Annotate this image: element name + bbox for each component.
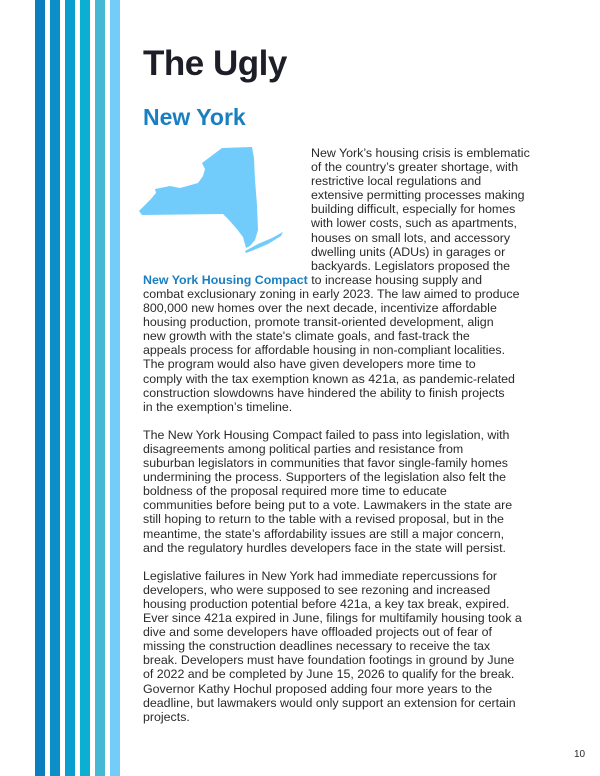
text-line: construction slowdowns have hindered the ability to finish projects bbox=[143, 385, 505, 400]
text-line: of the country’s greater shortage, with bbox=[311, 160, 519, 175]
page-number: 10 bbox=[574, 749, 586, 760]
text-line: with lower costs, such as apartments, bbox=[311, 216, 517, 231]
text-line: extensive permitting processes making bbox=[311, 188, 525, 203]
text-line: restrictive local regulations and bbox=[311, 174, 482, 189]
page-title: The Ugly bbox=[143, 44, 287, 83]
text-line: communities before being put to a vote. Lawmakers in the state are bbox=[143, 498, 513, 513]
text-line: undermining the process. Supporters of the legislation also felt the bbox=[143, 470, 506, 485]
text-line: still hoping to return to the table with a revised proposal, but in the bbox=[143, 512, 504, 527]
text-line: meantime, the state’s affordability issues are still a major concern, bbox=[143, 526, 505, 541]
text-line: building difficult, especially for homes bbox=[311, 202, 516, 217]
body-text bbox=[0, 146, 600, 724]
text-line: suburban legislators in communities that favor single-family homes bbox=[143, 456, 508, 471]
text-line: break. Developers must have foundation footings in ground by June bbox=[143, 653, 515, 668]
text-line: deadline, but lawmakers would only support an extension for certain bbox=[143, 695, 516, 710]
text-line bbox=[0, 273, 600, 287]
section-subtitle: New York bbox=[143, 104, 246, 130]
text-line: New York’s housing crisis is emblematic bbox=[311, 146, 530, 160]
text-line: Ever since 421a expired in June, filings for multifamily housing took a bbox=[143, 611, 522, 626]
text-line: houses on small lots, and accessory bbox=[311, 230, 511, 245]
text-line: appeals process for affordable housing in non-compliant localities. bbox=[143, 343, 506, 358]
text-span: to increase housing supply and bbox=[307, 272, 483, 287]
text-line: Governor Kathy Hochul proposed adding four more years to the bbox=[143, 681, 493, 696]
text-line: housing production potential before 421a, a key tax break, expired. bbox=[143, 597, 510, 611]
text-line: 800,000 new homes over the next decade, incentivize affordable bbox=[143, 301, 497, 316]
text-line: of 2022 and be completed by June 15, 2026 to qualify for the break. bbox=[143, 667, 515, 682]
text-line: housing production, promote transit-oriented development, align bbox=[143, 315, 494, 330]
text-line: missing the construction deadlines necessary to receive the tax bbox=[143, 639, 491, 654]
text-line: new growth with the state's climate goals, and fast-track the bbox=[143, 329, 470, 344]
text-line: The program would also have given developers more time to bbox=[143, 357, 476, 372]
text-line: and the regulatory hurdles developers face in the state will persist. bbox=[143, 540, 506, 555]
text-line: dive and some developers have offloaded projects out of fear of bbox=[143, 625, 493, 640]
text-line: boldness of the proposal required more time to educate bbox=[143, 484, 447, 499]
housing-compact-link[interactable]: New York Housing Compact bbox=[143, 272, 308, 287]
text-line: in the exemption’s timeline. bbox=[143, 399, 293, 414]
text-line: combat exclusionary zoning in early 2023. The law aimed to produce bbox=[143, 286, 520, 301]
text-line: The New York Housing Compact failed to pass into legislation, with bbox=[143, 427, 510, 442]
text-line: disagreements among political parties and resistance from bbox=[143, 441, 464, 456]
text-line: projects. bbox=[143, 709, 190, 724]
text-line: dwelling units (ADUs) in garages or bbox=[311, 244, 506, 259]
text-line: comply with the tax exemption known as 421a, as pandemic-related bbox=[143, 371, 515, 386]
text-line: backyards. Legislators proposed the bbox=[311, 258, 511, 273]
text-line: developers, who were supposed to see rezoning and increased bbox=[143, 582, 491, 597]
text-line: Legislative failures in New York had immediate repercussions for bbox=[143, 568, 497, 583]
